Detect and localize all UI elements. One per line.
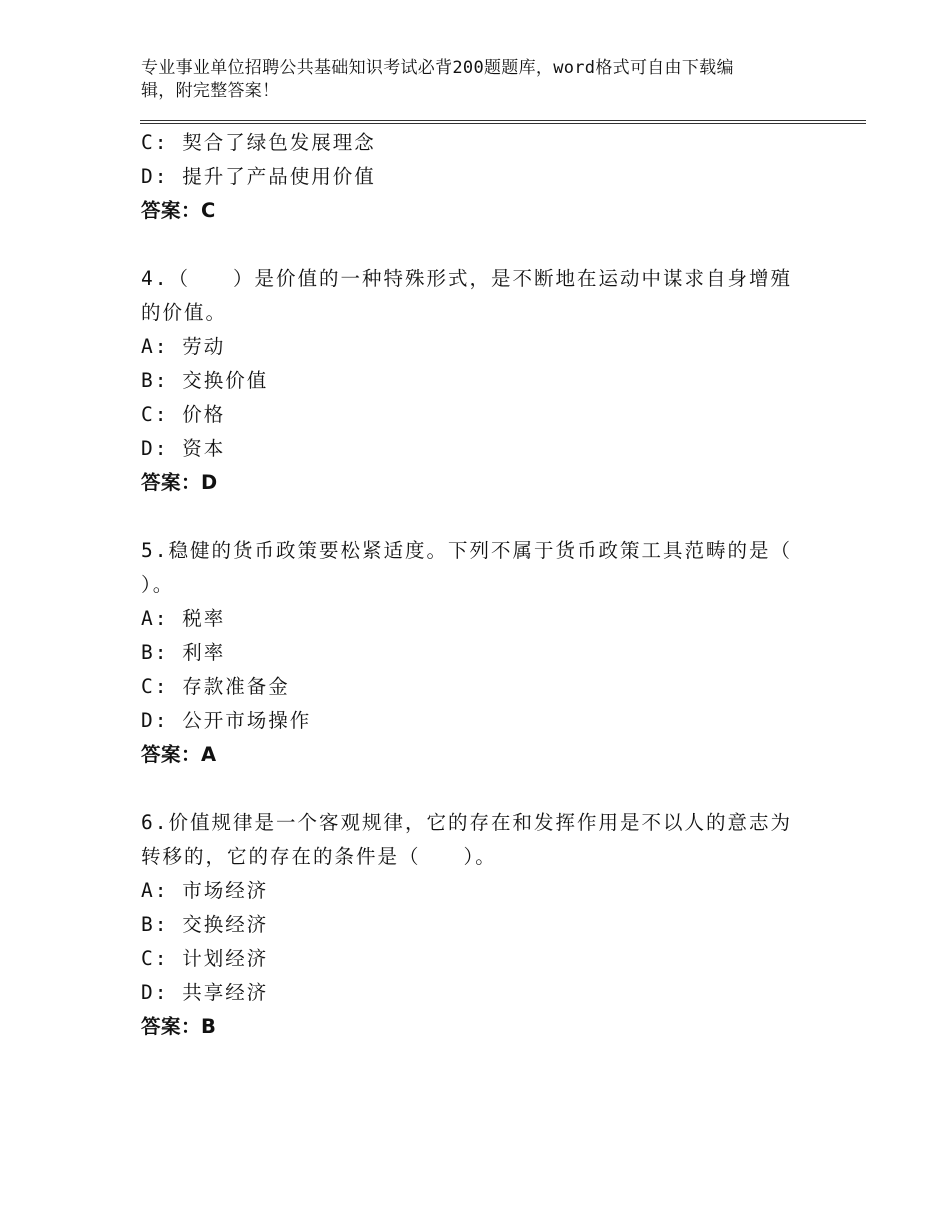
page-header xyxy=(141,57,801,103)
answer-text: 答案：B xyxy=(141,1015,217,1038)
option-c: C: 存款准备金 xyxy=(141,675,290,698)
question-stem-line: 5.稳健的货币政策要松紧适度。下列不属于货币政策工具范畴的是（ xyxy=(141,539,792,562)
option-d: D: 提升了产品使用价值 xyxy=(141,165,376,188)
spacer xyxy=(141,772,821,806)
question-4 xyxy=(141,262,821,500)
option-c: C: 价格 xyxy=(141,403,226,426)
spacer xyxy=(141,500,821,534)
header-line-2: 辑，附完整答案！ xyxy=(141,81,280,101)
option-b: B: 交换经济 xyxy=(141,913,269,936)
header-line-1: 专业事业单位招聘公共基础知识考试必背200题题库，word格式可自由下载编 xyxy=(141,58,734,78)
header-divider xyxy=(140,120,866,124)
question-3-tail xyxy=(141,126,821,228)
option-a: A: 税率 xyxy=(141,607,226,630)
option-c: C: 契合了绿色发展理念 xyxy=(141,131,376,154)
question-stem-line: 6.价值规律是一个客观规律，它的存在和发挥作用是不以人的意志为 xyxy=(141,811,792,834)
option-d: D: 共享经济 xyxy=(141,981,269,1004)
option-a: A: 劳动 xyxy=(141,335,226,358)
question-6 xyxy=(141,806,821,1044)
question-stem-line: 转移的，它的存在的条件是（ ）。 xyxy=(141,845,497,868)
answer-text: 答案：C xyxy=(141,199,216,222)
question-stem-line: ）。 xyxy=(141,573,175,596)
option-d: D: 公开市场操作 xyxy=(141,709,312,732)
option-a: A: 市场经济 xyxy=(141,879,269,902)
option-b: B: 交换价值 xyxy=(141,369,269,392)
answer-text: 答案：D xyxy=(141,471,218,494)
question-stem-line: 的价值。 xyxy=(141,301,228,324)
question-5 xyxy=(141,534,821,772)
option-c: C: 计划经济 xyxy=(141,947,269,970)
spacer xyxy=(141,228,821,262)
question-list xyxy=(141,126,821,1044)
option-d: D: 资本 xyxy=(141,437,226,460)
option-b: B: 利率 xyxy=(141,641,226,664)
answer-text: 答案：A xyxy=(141,743,217,766)
question-stem-line: 4.（ ）是价值的一种特殊形式，是不断地在运动中谋求自身增殖 xyxy=(141,267,792,290)
